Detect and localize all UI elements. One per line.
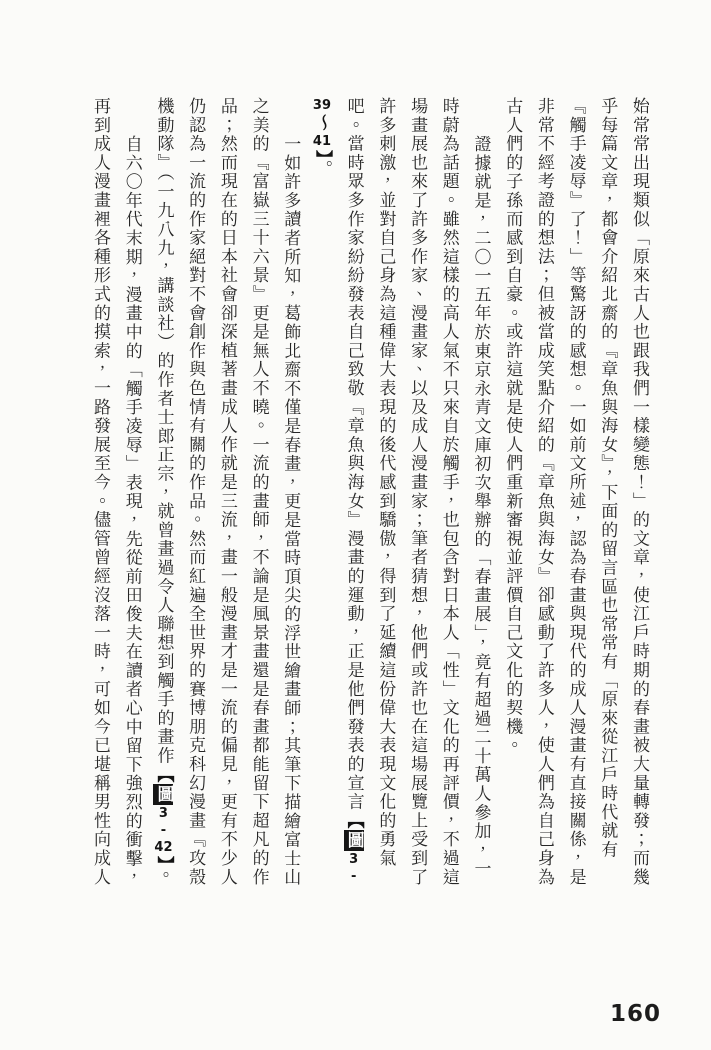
- figure-reference-figref: 【: [153, 765, 174, 785]
- text-column: [305, 97, 337, 889]
- text-column: [464, 97, 496, 889]
- text-run: 之美的『富嶽三十六景』更是無人不曉。一流的畫師，不論是風景畫還是春畫都能留下超凡的作: [248, 97, 269, 887]
- figure-reference-num: 3: [349, 852, 359, 868]
- text-column: [369, 97, 401, 889]
- text-column: [622, 97, 654, 889]
- body-text: [83, 97, 654, 889]
- figure-reference-figref: 】: [311, 149, 332, 161]
- text-column: [400, 97, 432, 889]
- figure-reference-num: 42: [154, 839, 173, 855]
- text-run: 品；然而現在的日本社會卻深植著畫成人作就是三流，畫一般漫畫才是一流的偏見，更有不少人: [216, 97, 237, 887]
- figure-reference-num: -: [350, 869, 357, 885]
- text-column: [591, 97, 623, 889]
- text-run: 機動隊』（一九八九，講談社）的作者士郎正宗，就曾畫過令人聯想到觸手的畫作: [153, 97, 174, 766]
- text-run: 古人們的子孫而感到自豪。或許這就是使人們重新審視並評價自己文化的契機。: [502, 97, 523, 755]
- text-run: 證據就是，二〇一五年於東京永青文庫初次舉辦的「春畫展」，竟有超過二十萬人參加，一: [470, 135, 491, 879]
- figure-reference-num: -: [160, 822, 167, 838]
- text-run: 仍認為一流的作家絕對不會創作與色情有關的作品。然而紅遍全世界的賽博朋克科幻漫畫『攻殼: [185, 97, 206, 887]
- text-column: [115, 97, 147, 889]
- figure-reference-figbox: 圖: [153, 785, 174, 804]
- page-number: 160: [609, 1001, 661, 1027]
- text-run: 乎每篇文章，都會介紹北齋的『章魚與海女』，下面的留言區也常常有「原來從江戶時代就有: [597, 97, 618, 860]
- text-run: 時蔚為話題。雖然這樣的高人氣不只來自於觸手，也包含對日本人「性」文化的再評價，不過這: [438, 97, 459, 887]
- figure-reference-num: 41: [312, 133, 332, 149]
- figure-reference-figref: 】: [153, 855, 174, 867]
- text-column: [178, 97, 210, 889]
- figure-reference-figbox: 圖: [343, 831, 364, 851]
- text-column: [242, 97, 274, 889]
- text-run: 再到成人漫畫裡各種形式的摸索，一路發展至今。儘管曾經沒落一時，可如今已堪稱男性向成人: [90, 97, 111, 887]
- text-column: [337, 97, 369, 889]
- text-run: 吧。當時眾多作家紛紛發表自己致敬『章魚與海女』漫畫的運動，正是他們發表的宣言: [343, 97, 364, 812]
- text-run: 『觸手凌辱』了！」等驚訝的感想。一如前文所述，認為春畫與現代的成人漫畫有直接關係，是: [565, 97, 586, 887]
- text-column: [274, 97, 306, 889]
- text-run: 非常不經考證的想法；但被當成笑點介紹的『章魚與海女』卻感動了許多人，使人們為自己身為: [533, 97, 554, 887]
- text-run: 許多刺激，並對自己身為這種偉大表現的後代感到驕傲，得到了延續這份偉大表現文化的勇氣: [375, 97, 396, 868]
- figure-reference-num: 39: [312, 98, 332, 113]
- text-column: [210, 97, 242, 889]
- text-column: [559, 97, 591, 889]
- text-column: [527, 97, 559, 889]
- figure-reference-num: 3: [158, 805, 168, 821]
- text-run: 一如許多讀者所知，葛飾北齋不僅是春畫，更是當時頂尖的浮世繪畫師；其筆下描繪富士山: [280, 135, 301, 887]
- text-run: 。: [311, 160, 332, 179]
- figure-reference-figref: 〜: [311, 114, 332, 133]
- text-column: [432, 97, 464, 889]
- text-column: [83, 97, 115, 889]
- text-run: 自六〇年代末期，漫畫中的「觸手凌辱」表現，先從前田俊夫在讀者心中留下強烈的衝擊，: [121, 135, 142, 887]
- text-column: [147, 97, 179, 889]
- figure-reference-figref: 【: [343, 811, 364, 831]
- text-run: 始常常出現類似「原來古人也跟我們一樣變態！」的文章，使江戶時期的春畫被大量轉發；而幾: [629, 97, 649, 887]
- text-run: 場畫展也來了許多作家、漫畫家、以及成人漫畫家；筆者猜想，他們或許也在這場展覽上受到了: [407, 97, 428, 887]
- text-run: 。: [153, 866, 174, 886]
- text-column: [495, 97, 527, 889]
